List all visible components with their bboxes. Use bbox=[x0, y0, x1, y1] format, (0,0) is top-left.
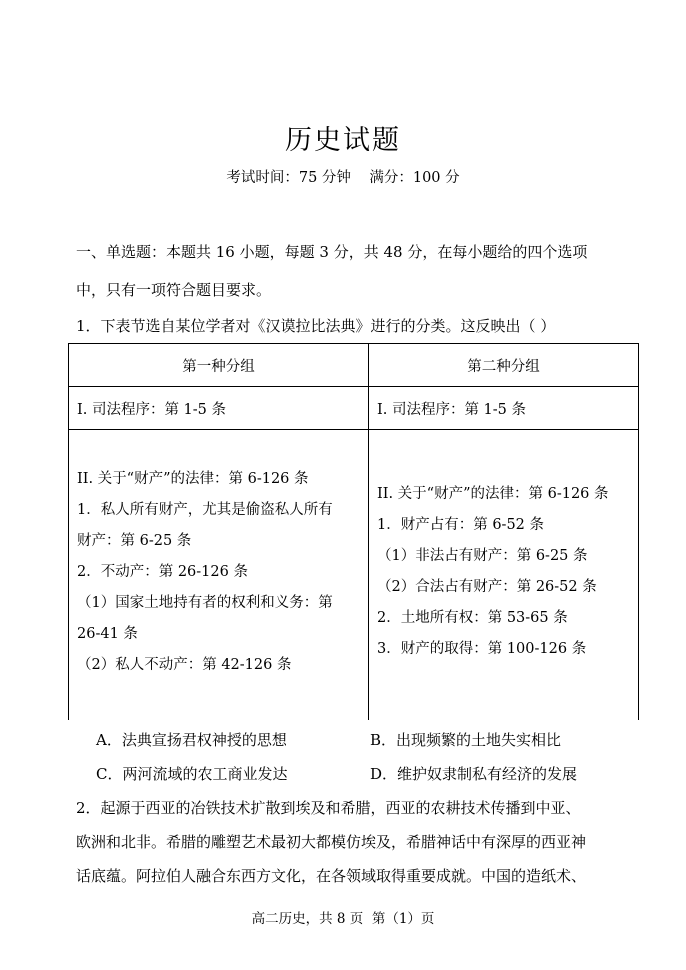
section-intro-line-1: 一、单选题：本题共 16 小题，每题 3 分，共 48 分，在每小题给的四个选项 bbox=[76, 243, 588, 261]
section-intro-line-2: 中，只有一项符合题目要求。 bbox=[76, 281, 272, 299]
cell-text-line: 财产：第 6-25 条 bbox=[77, 533, 192, 549]
option-a[interactable]: A．法典宣扬君权神授的思想 bbox=[96, 731, 287, 749]
cell-text-line: （2）私人不动产：第 42-126 条 bbox=[77, 657, 292, 673]
cell-text-line: 1．私人所有财产，尤其是偷盗私人所有 bbox=[77, 502, 333, 518]
option-c[interactable]: C．两河流域的农工商业发达 bbox=[96, 765, 288, 783]
page-title: 历史试题 bbox=[285, 125, 401, 156]
table-header-cell: 第一种分组 bbox=[69, 344, 369, 387]
cell-text-line: 3．财产的取得：第 100-126 条 bbox=[377, 641, 587, 657]
table-cell-second-grouping bbox=[369, 430, 639, 721]
cell-text-line: 26-41 条 bbox=[77, 626, 138, 642]
cell-text-line: （1）国家土地持有者的权利和义务：第 bbox=[77, 595, 333, 611]
table-header-cell: 第二种分组 bbox=[369, 344, 639, 387]
table-row bbox=[69, 387, 639, 430]
table-header-row bbox=[69, 344, 639, 387]
cell-text-line: 2．土地所有权：第 53-65 条 bbox=[377, 610, 568, 626]
cell-text-line: II. 关于“财产”的法律：第 6-126 条 bbox=[377, 486, 609, 502]
option-d[interactable]: D．维护奴隶制私有经济的发展 bbox=[370, 765, 578, 783]
exam-info: 考试时间：75 分钟 满分：100 分 bbox=[226, 170, 460, 186]
table-cell: I. 司法程序：第 1-5 条 bbox=[369, 387, 639, 430]
question-1-stem: 1．下表节选自某位学者对《汉谟拉比法典》进行的分类。这反映出（ ） bbox=[76, 317, 556, 335]
option-b[interactable]: B．出现频繁的土地失实相比 bbox=[370, 731, 562, 749]
cell-text-line: 1．财产占有：第 6-52 条 bbox=[377, 517, 545, 533]
cell-text-line: （2）合法占有财产：第 26-52 条 bbox=[377, 579, 597, 595]
question-2-line-2: 欧洲和北非。希腊的雕塑艺术最初大都模仿埃及，希腊神话中有深厚的西亚神 bbox=[76, 833, 587, 851]
cell-text-line: 2．不动产：第 26-126 条 bbox=[77, 564, 248, 580]
cell-text-line: II. 关于“财产”的法律：第 6-126 条 bbox=[77, 471, 309, 487]
question-2-line-3: 话底蕴。阿拉伯人融合东西方文化，在各领域取得重要成就。中国的造纸术、 bbox=[76, 867, 587, 885]
page-footer: 高二历史，共 8 页 第（1）页 bbox=[251, 911, 435, 927]
table-cell: I. 司法程序：第 1-5 条 bbox=[69, 387, 369, 430]
question-2-line-1: 2．起源于西亚的冶铁技术扩散到埃及和希腊，西亚的农耕技术传播到中亚、 bbox=[76, 799, 581, 817]
cell-text-line: （1）非法占有财产：第 6-25 条 bbox=[377, 548, 588, 564]
table-row bbox=[69, 430, 639, 721]
table-cell-first-grouping bbox=[69, 430, 369, 721]
hammurabi-classification-table bbox=[68, 343, 639, 720]
